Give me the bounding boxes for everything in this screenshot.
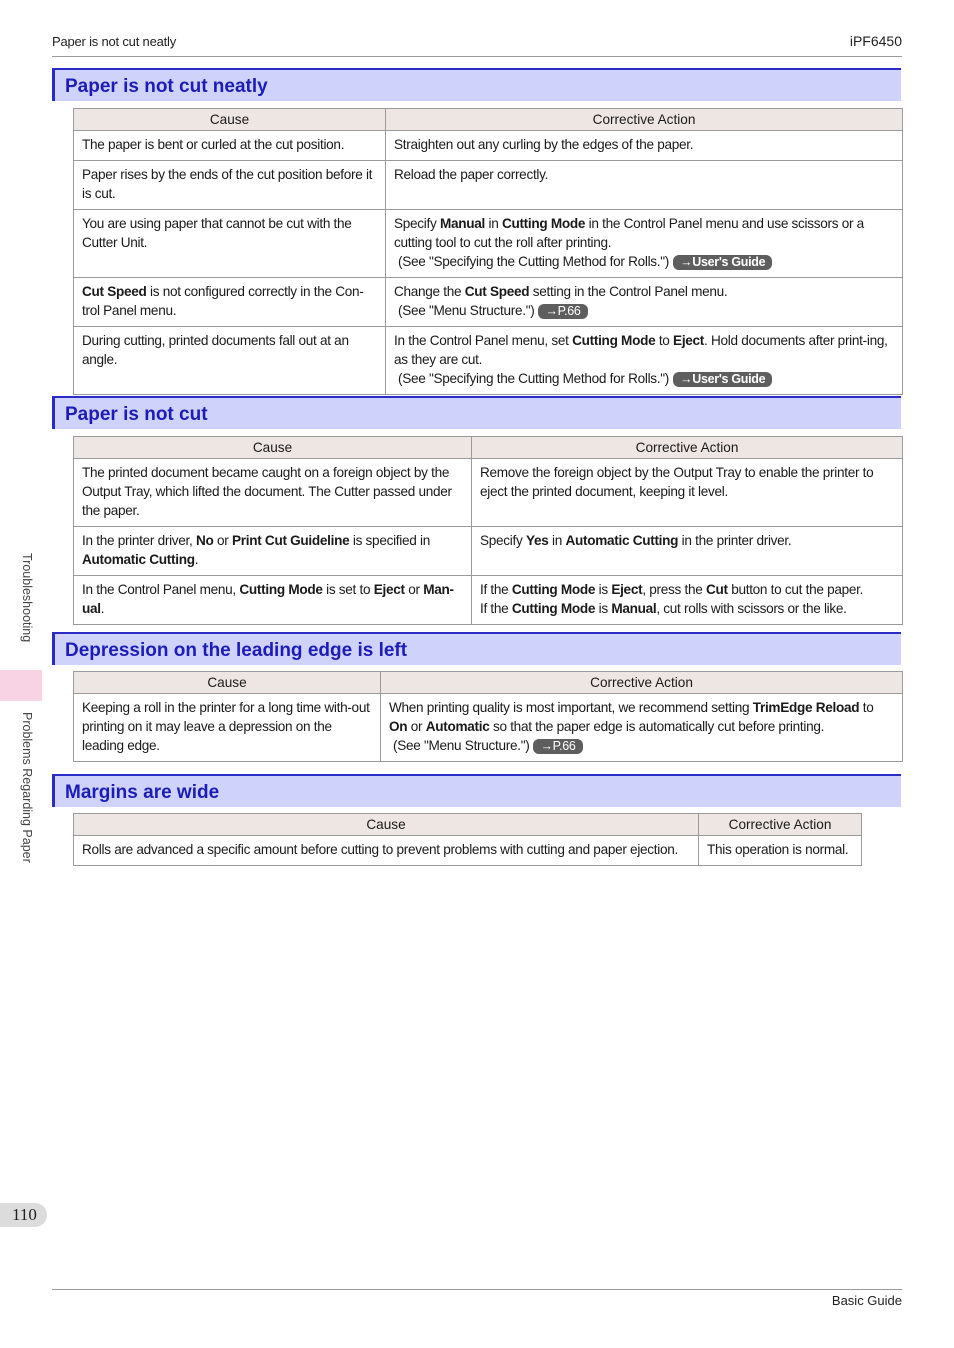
section-title: Depression on the leading edge is left bbox=[65, 640, 408, 661]
table-header-row bbox=[74, 672, 903, 694]
cause-cell: The paper is bent or curled at the cut position. bbox=[74, 131, 386, 161]
section-title: Margins are wide bbox=[65, 782, 220, 803]
section-heading bbox=[52, 396, 901, 429]
troubleshooting-table bbox=[73, 671, 903, 762]
table-header-row bbox=[74, 814, 862, 836]
section-heading bbox=[52, 632, 901, 665]
section-title: Paper is not cut neatly bbox=[65, 76, 268, 97]
troubleshooting-table bbox=[73, 813, 862, 866]
page-link[interactable]: →P.66 bbox=[533, 739, 582, 754]
column-header-action: Corrective Action bbox=[381, 672, 903, 694]
cause-cell: The printed document became caught on a foreign object by the Output Tray, which lifted the document. The Cutter passed under the paper. bbox=[74, 459, 472, 527]
page-link[interactable]: →P.66 bbox=[538, 304, 587, 319]
action-text: Change the Cut Speed setting in the Control Panel menu. bbox=[394, 284, 728, 299]
table-header-row bbox=[74, 109, 903, 131]
footer-title: Basic Guide bbox=[831, 1293, 902, 1308]
troubleshooting-table bbox=[73, 436, 903, 625]
table-row bbox=[74, 527, 903, 576]
see-reference-text: (See "Specifying the Cutting Method for Rolls.") bbox=[398, 371, 670, 386]
users-guide-link[interactable]: →User's Guide bbox=[673, 255, 772, 270]
column-header-action: Corrective Action bbox=[386, 109, 903, 131]
side-chapter-label: Troubleshooting bbox=[20, 553, 34, 643]
table-row bbox=[74, 459, 903, 527]
side-tab-marker bbox=[0, 670, 42, 701]
table-row bbox=[74, 836, 862, 866]
section-heading bbox=[52, 774, 901, 807]
column-header-cause: Cause bbox=[74, 109, 386, 131]
action-cell: This operation is normal. bbox=[699, 836, 862, 866]
table-row bbox=[74, 161, 903, 210]
action-cell bbox=[381, 694, 903, 762]
column-header-cause: Cause bbox=[74, 672, 381, 694]
section-heading bbox=[52, 68, 901, 101]
cause-cell: During cutting, printed documents fall out at an angle. bbox=[74, 327, 386, 395]
column-header-action: Corrective Action bbox=[472, 437, 903, 459]
action-cell bbox=[386, 278, 903, 327]
table-row bbox=[74, 210, 903, 278]
column-header-cause: Cause bbox=[74, 437, 472, 459]
action-cell: Specify Yes in Automatic Cutting in the printer driver. bbox=[472, 527, 903, 576]
page-number: 110 bbox=[0, 1203, 47, 1227]
table-row bbox=[74, 576, 903, 625]
action-cell bbox=[386, 210, 903, 278]
action-text: Specify Manual in Cutting Mode in the Control Panel menu and use scissors or a cutting tool to cut the roll after printing. bbox=[394, 216, 864, 250]
cause-cell: In the Control Panel menu, Cutting Mode is set to Eject or Man-ual. bbox=[74, 576, 472, 625]
cause-cell: You are using paper that cannot be cut with the Cutter Unit. bbox=[74, 210, 386, 278]
column-header-action: Corrective Action bbox=[699, 814, 862, 836]
troubleshooting-table bbox=[73, 108, 903, 395]
cause-cell: Cut Speed is not configured correctly in the Con-trol Panel menu. bbox=[74, 278, 386, 327]
table-header-row bbox=[74, 437, 903, 459]
side-subchapter-label: Problems Regarding Paper bbox=[20, 712, 34, 863]
action-cell bbox=[386, 327, 903, 395]
action-cell: Remove the foreign object by the Output Tray to enable the printer to eject the printed document, keeping it level. bbox=[472, 459, 903, 527]
see-reference-text: (See "Menu Structure.") bbox=[398, 303, 535, 318]
see-reference-text: (See "Menu Structure.") bbox=[393, 738, 530, 753]
table-row bbox=[74, 327, 903, 395]
table-row bbox=[74, 694, 903, 762]
action-cell: Straighten out any curling by the edges of the paper. bbox=[386, 131, 903, 161]
see-reference-text: (See "Specifying the Cutting Method for Rolls.") bbox=[398, 254, 670, 269]
action-line: If the Cutting Mode is Eject, press the Cut button to cut the paper. bbox=[480, 582, 864, 597]
section-title: Paper is not cut bbox=[65, 404, 208, 425]
action-cell: Reload the paper correctly. bbox=[386, 161, 903, 210]
running-header-section: Paper is not cut neatly bbox=[52, 34, 177, 49]
action-line: If the Cutting Mode is Manual, cut rolls with scissors or the like. bbox=[480, 601, 847, 616]
column-header-cause: Cause bbox=[74, 814, 699, 836]
action-text: When printing quality is most important, we recommend setting TrimEdge Reload to On or Automatic so that the paper edge is automatically cut before printing. bbox=[389, 700, 874, 734]
header-rule bbox=[52, 56, 902, 57]
table-row bbox=[74, 278, 903, 327]
action-text: In the Control Panel menu, set Cutting Mode to Eject. Hold documents after print-ing, as they are cut. bbox=[394, 333, 888, 367]
action-cell bbox=[472, 576, 903, 625]
cause-cell: In the printer driver, No or Print Cut Guideline is specified in Automatic Cutting. bbox=[74, 527, 472, 576]
table-row bbox=[74, 131, 903, 161]
footer-rule bbox=[52, 1289, 902, 1290]
users-guide-link[interactable]: →User's Guide bbox=[673, 372, 772, 387]
cause-cell: Rolls are advanced a specific amount before cutting to prevent problems with cutting and paper ejection. bbox=[74, 836, 699, 866]
cause-cell: Paper rises by the ends of the cut position before it is cut. bbox=[74, 161, 386, 210]
running-header-model: iPF6450 bbox=[849, 33, 902, 49]
cause-cell: Keeping a roll in the printer for a long time with-out printing on it may leave a depression on the leading edge. bbox=[74, 694, 381, 762]
